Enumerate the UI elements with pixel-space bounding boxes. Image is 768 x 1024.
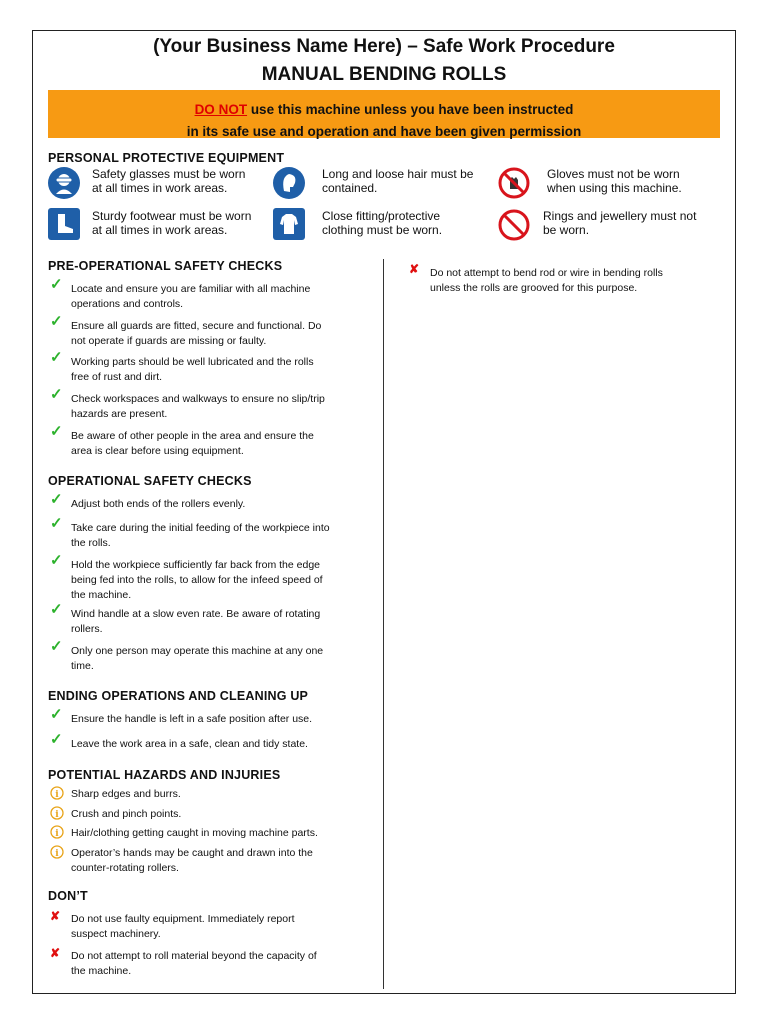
page-title: (Your Business Name Here) – Safe Work Procedure <box>153 36 615 57</box>
pre-op-heading: PRE-OPERATIONAL SAFETY CHECKS <box>48 259 283 273</box>
safety-glasses-icon <box>48 167 80 199</box>
protective-clothing-icon <box>273 208 305 240</box>
list-item: Locate and ensure you are familiar with all machine operations and controls. <box>71 283 311 310</box>
list-item: Wind handle at a slow even rate. Be aware of rotating rollers. <box>71 608 321 635</box>
info-icon <box>50 845 64 859</box>
warning-banner <box>48 90 720 138</box>
list-item: Working parts should be well lubricated and the rolls free of rust and dirt. <box>71 356 314 383</box>
info-icon <box>50 825 64 839</box>
list-item: Ensure the handle is left in a safe position after use. <box>71 713 313 725</box>
check-icon: ✓ <box>50 386 63 403</box>
list-item: Take care during the initial feeding of the workpiece into the rolls. <box>71 522 330 549</box>
hair-icon <box>273 167 305 199</box>
svg-text:i: i <box>55 810 59 820</box>
column-divider <box>383 259 384 989</box>
info-icon <box>50 786 64 800</box>
cross-icon: ✘ <box>50 946 61 960</box>
list-item: Do not use faulty equipment. Immediately report suspect machinery. <box>71 913 295 940</box>
info-icon <box>50 806 64 820</box>
check-icon: ✓ <box>50 349 63 366</box>
check-icon: ✓ <box>50 731 63 748</box>
warning-line-2: in its safe use and operation and have been given permission <box>186 124 582 139</box>
list-item: Operator’s hands may be caught and drawn into the counter-rotating rollers. <box>71 847 313 874</box>
ending-heading: ENDING OPERATIONS AND CLEANING UP <box>48 689 309 703</box>
footwear-icon <box>48 208 80 240</box>
ppe-item: Safety glasses must be worn at all times in work areas. <box>92 167 246 195</box>
list-item: Sharp edges and burrs. <box>71 788 181 800</box>
list-item: Ensure all guards are fitted, secure and functional. Do not operate if guards are missing or faulty. <box>71 320 322 347</box>
svg-text:i: i <box>55 829 59 839</box>
list-item: Leave the work area in a safe, clean and tidy state. <box>71 738 308 750</box>
check-icon: ✓ <box>50 638 63 655</box>
warning-text-1: use this machine unless you have been instructed <box>247 102 574 117</box>
check-icon: ✓ <box>50 423 63 440</box>
do-not-label: DO NOT <box>194 102 248 117</box>
check-icon: ✓ <box>50 515 63 532</box>
list-item: Do not attempt to bend rod or wire in bending rolls unless the rolls are grooved for this purpose. <box>430 267 663 294</box>
machine-title: MANUAL BENDING ROLLS <box>261 64 507 85</box>
list-item: Only one person may operate this machine at any one time. <box>71 645 324 672</box>
hazards-heading: POTENTIAL HAZARDS AND INJURIES <box>48 768 281 782</box>
list-item: Check workspaces and walkways to ensure no slip/trip hazards are present. <box>71 393 325 420</box>
ppe-item: Gloves must not be worn when using this machine. <box>547 167 682 195</box>
check-icon: ✓ <box>50 706 63 723</box>
svg-text:i: i <box>55 790 59 800</box>
check-icon: ✓ <box>50 552 63 569</box>
op-heading: OPERATIONAL SAFETY CHECKS <box>48 474 252 488</box>
list-item: Do not attempt to roll material beyond the capacity of the machine. <box>71 950 317 977</box>
dont-heading: DON’T <box>48 889 88 903</box>
cross-icon: ✘ <box>50 909 61 923</box>
check-icon: ✓ <box>50 276 63 293</box>
no-rings-icon <box>498 209 530 241</box>
cross-icon: ✘ <box>409 262 420 276</box>
list-item: Adjust both ends of the rollers evenly. <box>71 498 246 510</box>
ppe-item: Close fitting/protective clothing must be worn. <box>322 209 443 237</box>
list-item: Crush and pinch points. <box>71 808 182 820</box>
ppe-heading: PERSONAL PROTECTIVE EQUIPMENT <box>48 151 285 165</box>
list-item: Hold the workpiece sufficiently far back from the edge being fed into the rolls, to allow for the infeed speed of the machine. <box>71 559 323 601</box>
check-icon: ✓ <box>50 491 63 508</box>
check-icon: ✓ <box>50 313 63 330</box>
svg-text:i: i <box>55 849 59 859</box>
list-item: Be aware of other people in the area and ensure the area is clear before using equipment. <box>71 430 314 457</box>
ppe-item: Long and loose hair must be contained. <box>322 167 474 195</box>
list-item: Hair/clothing getting caught in moving machine parts. <box>71 827 318 839</box>
no-gloves-icon <box>498 167 530 199</box>
ppe-item: Sturdy footwear must be worn at all times in work areas. <box>92 209 252 237</box>
warning-line-1 <box>48 99 720 121</box>
ppe-item: Rings and jewellery must not be worn. <box>543 209 697 237</box>
check-icon: ✓ <box>50 601 63 618</box>
